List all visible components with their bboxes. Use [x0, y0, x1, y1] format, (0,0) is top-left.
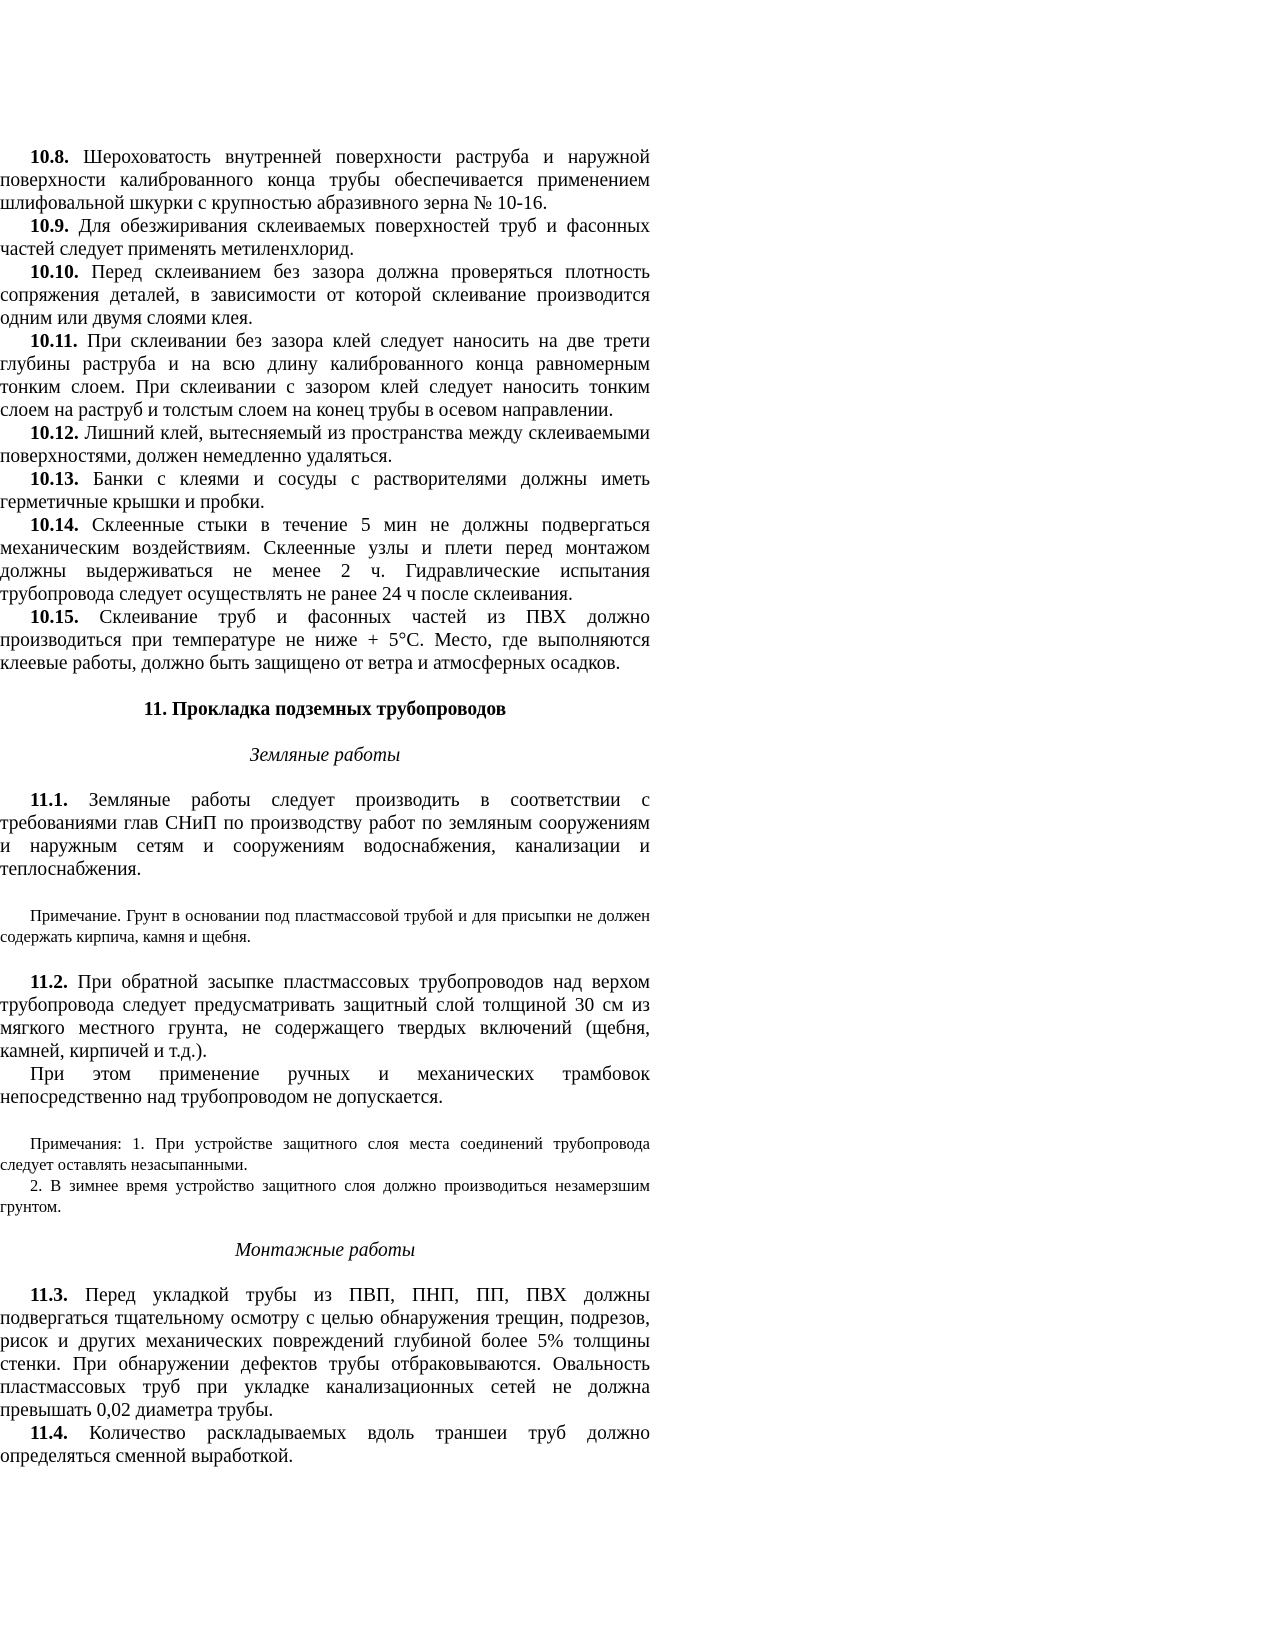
- paragraph-number: 10.14.: [30, 515, 79, 536]
- paragraph-text: Банки с клеями и сосуды с растворителями должны иметь герметичные крышки и пробки.: [0, 469, 650, 513]
- paragraph-number: 10.10.: [30, 262, 79, 283]
- note-11-2-second: 2. В зимнее время устройство защитного слоя должно производиться незамерзшим грунтом.: [0, 1176, 650, 1216]
- paragraph-number: 10.12.: [30, 423, 79, 444]
- paragraph-11-4: [0, 1422, 650, 1468]
- paragraph-number: 10.13.: [30, 469, 79, 490]
- paragraph-text: Склеенные стыки в течение 5 мин не должны подвергаться механическим воздействиям. Склеенные узлы и плети перед монтажом должны выдерживаться не менее 2 ч. Гидравлические испытания трубопровода следует осуществлять не ранее 24 ч после склеивания.: [0, 515, 650, 605]
- paragraph-text: Перед склеиванием без зазора должна проверяться плотность сопряжения деталей, в зависимости от которой склеивание производится одним или двумя слоями клея.: [0, 262, 650, 329]
- subsection-title-installation: Монтажные работы: [234, 1240, 416, 1261]
- paragraph-number: 11.3.: [30, 1285, 68, 1306]
- paragraph-10-10: [0, 261, 650, 330]
- paragraph-10-12: [0, 422, 650, 468]
- note-11-2-first: Примечания: 1. При устройстве защитного слоя места соединений трубопровода следует оставлять незасыпанными.: [0, 1134, 650, 1174]
- paragraph-10-15: [0, 606, 650, 675]
- paragraph-10-13: [0, 468, 650, 514]
- paragraph-text: Для обезжиривания склеиваемых поверхностей труб и фасонных частей следует применять метиленхлорид.: [0, 216, 650, 260]
- paragraph-10-14: [0, 514, 650, 606]
- section-title: 11. Прокладка подземных трубопроводов: [143, 699, 507, 720]
- paragraph-text: Лишний клей, вытесняемый из пространства между склеиваемыми поверхностями, должен немедленно удаляться.: [0, 423, 650, 467]
- document-page: [0, 146, 650, 1468]
- paragraph-number: 10.9.: [30, 216, 69, 237]
- paragraph-number: 10.11.: [30, 331, 78, 352]
- paragraph-text: Количество раскладываемых вдоль траншеи труб должно определяться сменной выработкой.: [0, 1423, 650, 1467]
- paragraph-10-8: [0, 146, 650, 215]
- paragraph-number: 11.2.: [30, 972, 68, 993]
- paragraph-11-2-continuation: При этом применение ручных и механических трамбовок непосредственно над трубопроводом не допускается.: [0, 1064, 650, 1108]
- paragraph-text: Шероховатость внутренней поверхности раструба и наружной поверхности калиброванного конца трубы обеспечивается применением шлифовальной шкурки с крупностью абразивного зерна № 10-16.: [0, 147, 650, 214]
- note-11-1: Примечание. Грунт в основании под пластмассовой трубой и для присыпки не должен содержать кирпича, камня и щебня.: [0, 906, 650, 946]
- paragraph-number: 11.4.: [30, 1423, 68, 1444]
- paragraph-number: 10.15.: [30, 607, 79, 628]
- paragraph-text: При обратной засыпке пластмассовых трубопроводов над верхом трубопровода следует предусматривать защитный слой толщиной 30 см из мягкого местного грунта, не содержащего твердых включений (щебня, камней, кирпичей и т.д.).: [0, 972, 650, 1062]
- paragraph-10-9: [0, 215, 650, 261]
- paragraph-number: 10.8.: [30, 147, 69, 168]
- paragraph-text: При склеивании без зазора клей следует наносить на две трети глубины раструба и на всю длину калиброванного конца равномерным тонким слоем. При склеивании с зазором клей следует наносить тонким слоем на раструб и толстым слоем на конец трубы в осевом направлении.: [0, 331, 650, 421]
- subsection-title-earthworks: Земляные работы: [249, 745, 401, 766]
- paragraph-10-11: [0, 330, 650, 422]
- paragraph-number: 11.1.: [30, 790, 68, 811]
- paragraph-11-2: [0, 971, 650, 1063]
- paragraph-text: Склеивание труб и фасонных частей из ПВХ должно производиться при температуре не ниже + 5°C. Место, где выполняются клеевые работы, должно быть защищено от ветра и атмосферных осадков.: [0, 607, 650, 674]
- paragraph-text: Перед укладкой трубы из ПВП, ПНП, ПП, ПВХ должны подвергаться тщательному осмотру с целью обнаружения трещин, подрезов, рисок и других механических повреждений глубиной более 5% толщины стенки. При обнаружении дефектов трубы отбраковываются. Овальность пластмассовых труб при укладке канализационных сетей не должна превышать 0,02 диаметра трубы.: [0, 1285, 650, 1421]
- paragraph-11-1: [0, 789, 650, 881]
- paragraph-11-3: [0, 1284, 650, 1422]
- paragraph-text: Земляные работы следует производить в соответствии с требованиями глав СНиП по производству работ по земляным сооружениям и наружным сетям и сооружениям водоснабжения, канализации и теплоснабжения.: [0, 790, 650, 880]
